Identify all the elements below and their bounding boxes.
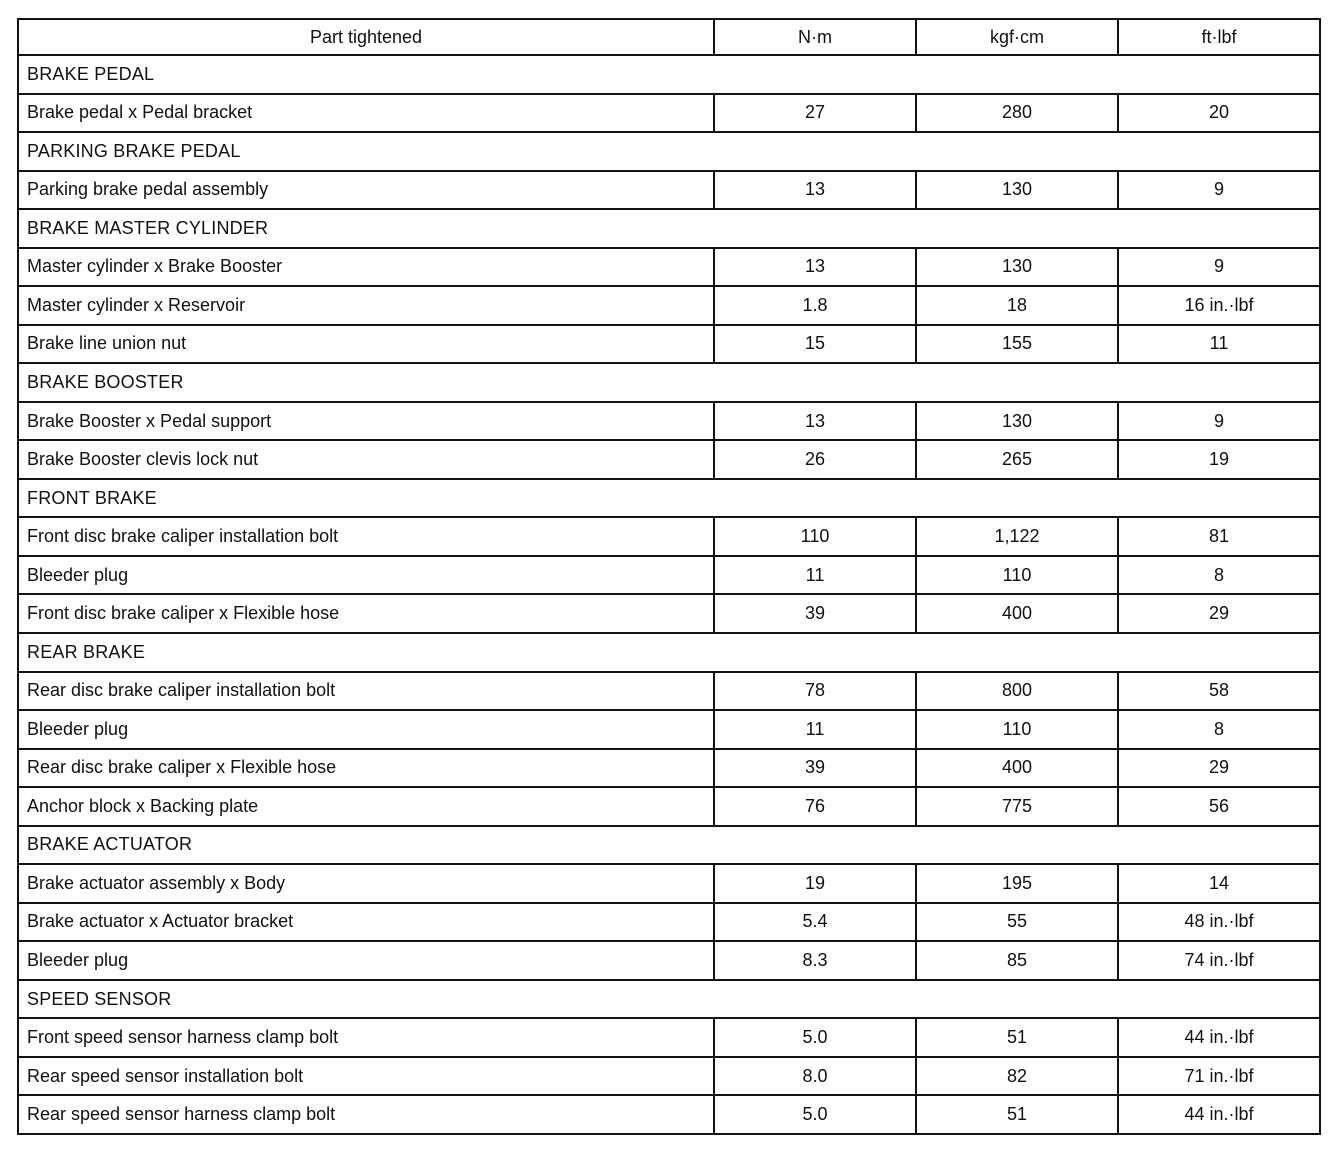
- ftlbf-cell: 74 in.·lbf: [1118, 941, 1320, 980]
- section-title: BRAKE MASTER CYLINDER: [18, 209, 1320, 248]
- kgfcm-cell: 110: [916, 556, 1118, 595]
- table-row: [18, 672, 1320, 711]
- ftlbf-cell: 11: [1118, 325, 1320, 364]
- ftlbf-cell: 44 in.·lbf: [1118, 1018, 1320, 1057]
- kgfcm-cell: 265: [916, 440, 1118, 479]
- ftlbf-cell: 19: [1118, 440, 1320, 479]
- part-cell: Rear speed sensor harness clamp bolt: [18, 1095, 714, 1134]
- table-row: [18, 440, 1320, 479]
- ftlbf-cell: 8: [1118, 556, 1320, 595]
- kgfcm-cell: 130: [916, 248, 1118, 287]
- nm-cell: 39: [714, 749, 916, 788]
- kgfcm-cell: 55: [916, 903, 1118, 942]
- nm-cell: 5.4: [714, 903, 916, 942]
- part-cell: Parking brake pedal assembly: [18, 171, 714, 210]
- ftlbf-cell: 9: [1118, 402, 1320, 441]
- kgfcm-cell: 51: [916, 1018, 1118, 1057]
- kgfcm-cell: 130: [916, 171, 1118, 210]
- section-row: [18, 980, 1320, 1019]
- table-row: [18, 941, 1320, 980]
- nm-cell: 11: [714, 556, 916, 595]
- nm-cell: 78: [714, 672, 916, 711]
- kgfcm-cell: 1,122: [916, 517, 1118, 556]
- section-title: BRAKE PEDAL: [18, 55, 1320, 94]
- nm-cell: 110: [714, 517, 916, 556]
- ftlbf-cell: 14: [1118, 864, 1320, 903]
- table-row: [18, 710, 1320, 749]
- section-title: FRONT BRAKE: [18, 479, 1320, 518]
- part-cell: Brake Booster clevis lock nut: [18, 440, 714, 479]
- section-row: [18, 209, 1320, 248]
- ftlbf-cell: 9: [1118, 171, 1320, 210]
- part-cell: Bleeder plug: [18, 941, 714, 980]
- kgfcm-cell: 400: [916, 749, 1118, 788]
- nm-cell: 15: [714, 325, 916, 364]
- part-cell: Brake pedal x Pedal bracket: [18, 94, 714, 133]
- kgfcm-cell: 51: [916, 1095, 1118, 1134]
- part-cell: Brake Booster x Pedal support: [18, 402, 714, 441]
- nm-cell: 13: [714, 402, 916, 441]
- section-row: [18, 826, 1320, 865]
- section-title: PARKING BRAKE PEDAL: [18, 132, 1320, 171]
- table-row: [18, 864, 1320, 903]
- ftlbf-cell: 58: [1118, 672, 1320, 711]
- ftlbf-cell: 9: [1118, 248, 1320, 287]
- kgfcm-cell: 85: [916, 941, 1118, 980]
- ftlbf-cell: 56: [1118, 787, 1320, 826]
- kgfcm-cell: 775: [916, 787, 1118, 826]
- ftlbf-cell: 8: [1118, 710, 1320, 749]
- table-row: [18, 1018, 1320, 1057]
- ftlbf-cell: 81: [1118, 517, 1320, 556]
- nm-cell: 13: [714, 248, 916, 287]
- kgfcm-cell: 18: [916, 286, 1118, 325]
- kgfcm-cell: 400: [916, 594, 1118, 633]
- part-cell: Rear disc brake caliper installation bolt: [18, 672, 714, 711]
- table-row: [18, 94, 1320, 133]
- table-row: [18, 594, 1320, 633]
- nm-cell: 76: [714, 787, 916, 826]
- nm-cell: 27: [714, 94, 916, 133]
- table-row: [18, 286, 1320, 325]
- table-row: [18, 248, 1320, 287]
- part-cell: Rear disc brake caliper x Flexible hose: [18, 749, 714, 788]
- torque-specification-table: [17, 18, 1321, 1135]
- ftlbf-cell: 20: [1118, 94, 1320, 133]
- kgfcm-cell: 155: [916, 325, 1118, 364]
- kgfcm-cell: 280: [916, 94, 1118, 133]
- column-header-kgfcm: kgf·cm: [916, 19, 1118, 55]
- section-title: REAR BRAKE: [18, 633, 1320, 672]
- part-cell: Anchor block x Backing plate: [18, 787, 714, 826]
- table-row: [18, 325, 1320, 364]
- section-title: SPEED SENSOR: [18, 980, 1320, 1019]
- part-cell: Front speed sensor harness clamp bolt: [18, 1018, 714, 1057]
- table-row: [18, 517, 1320, 556]
- part-cell: Brake actuator assembly x Body: [18, 864, 714, 903]
- table-row: [18, 787, 1320, 826]
- table-body: [18, 55, 1320, 1134]
- nm-cell: 39: [714, 594, 916, 633]
- column-header-part: Part tightened: [18, 19, 714, 55]
- table-header-row: [18, 19, 1320, 55]
- kgfcm-cell: 82: [916, 1057, 1118, 1096]
- nm-cell: 8.0: [714, 1057, 916, 1096]
- part-cell: Bleeder plug: [18, 710, 714, 749]
- nm-cell: 11: [714, 710, 916, 749]
- part-cell: Master cylinder x Brake Booster: [18, 248, 714, 287]
- part-cell: Brake line union nut: [18, 325, 714, 364]
- table-row: [18, 1057, 1320, 1096]
- nm-cell: 1.8: [714, 286, 916, 325]
- ftlbf-cell: 71 in.·lbf: [1118, 1057, 1320, 1096]
- section-row: [18, 363, 1320, 402]
- part-cell: Front disc brake caliper installation bolt: [18, 517, 714, 556]
- column-header-ftlbf: ft·lbf: [1118, 19, 1320, 55]
- part-cell: Rear speed sensor installation bolt: [18, 1057, 714, 1096]
- section-row: [18, 479, 1320, 518]
- table-row: [18, 171, 1320, 210]
- ftlbf-cell: 44 in.·lbf: [1118, 1095, 1320, 1134]
- table-row: [18, 402, 1320, 441]
- kgfcm-cell: 110: [916, 710, 1118, 749]
- table-row: [18, 556, 1320, 595]
- kgfcm-cell: 195: [916, 864, 1118, 903]
- part-cell: Master cylinder x Reservoir: [18, 286, 714, 325]
- section-title: BRAKE BOOSTER: [18, 363, 1320, 402]
- part-cell: Front disc brake caliper x Flexible hose: [18, 594, 714, 633]
- section-row: [18, 132, 1320, 171]
- nm-cell: 5.0: [714, 1095, 916, 1134]
- nm-cell: 8.3: [714, 941, 916, 980]
- kgfcm-cell: 800: [916, 672, 1118, 711]
- nm-cell: 26: [714, 440, 916, 479]
- section-title: BRAKE ACTUATOR: [18, 826, 1320, 865]
- ftlbf-cell: 29: [1118, 594, 1320, 633]
- table-row: [18, 749, 1320, 788]
- part-cell: Bleeder plug: [18, 556, 714, 595]
- part-cell: Brake actuator x Actuator bracket: [18, 903, 714, 942]
- nm-cell: 13: [714, 171, 916, 210]
- table-row: [18, 903, 1320, 942]
- nm-cell: 19: [714, 864, 916, 903]
- section-row: [18, 633, 1320, 672]
- ftlbf-cell: 29: [1118, 749, 1320, 788]
- nm-cell: 5.0: [714, 1018, 916, 1057]
- ftlbf-cell: 16 in.·lbf: [1118, 286, 1320, 325]
- ftlbf-cell: 48 in.·lbf: [1118, 903, 1320, 942]
- table-row: [18, 1095, 1320, 1134]
- section-row: [18, 55, 1320, 94]
- kgfcm-cell: 130: [916, 402, 1118, 441]
- column-header-nm: N·m: [714, 19, 916, 55]
